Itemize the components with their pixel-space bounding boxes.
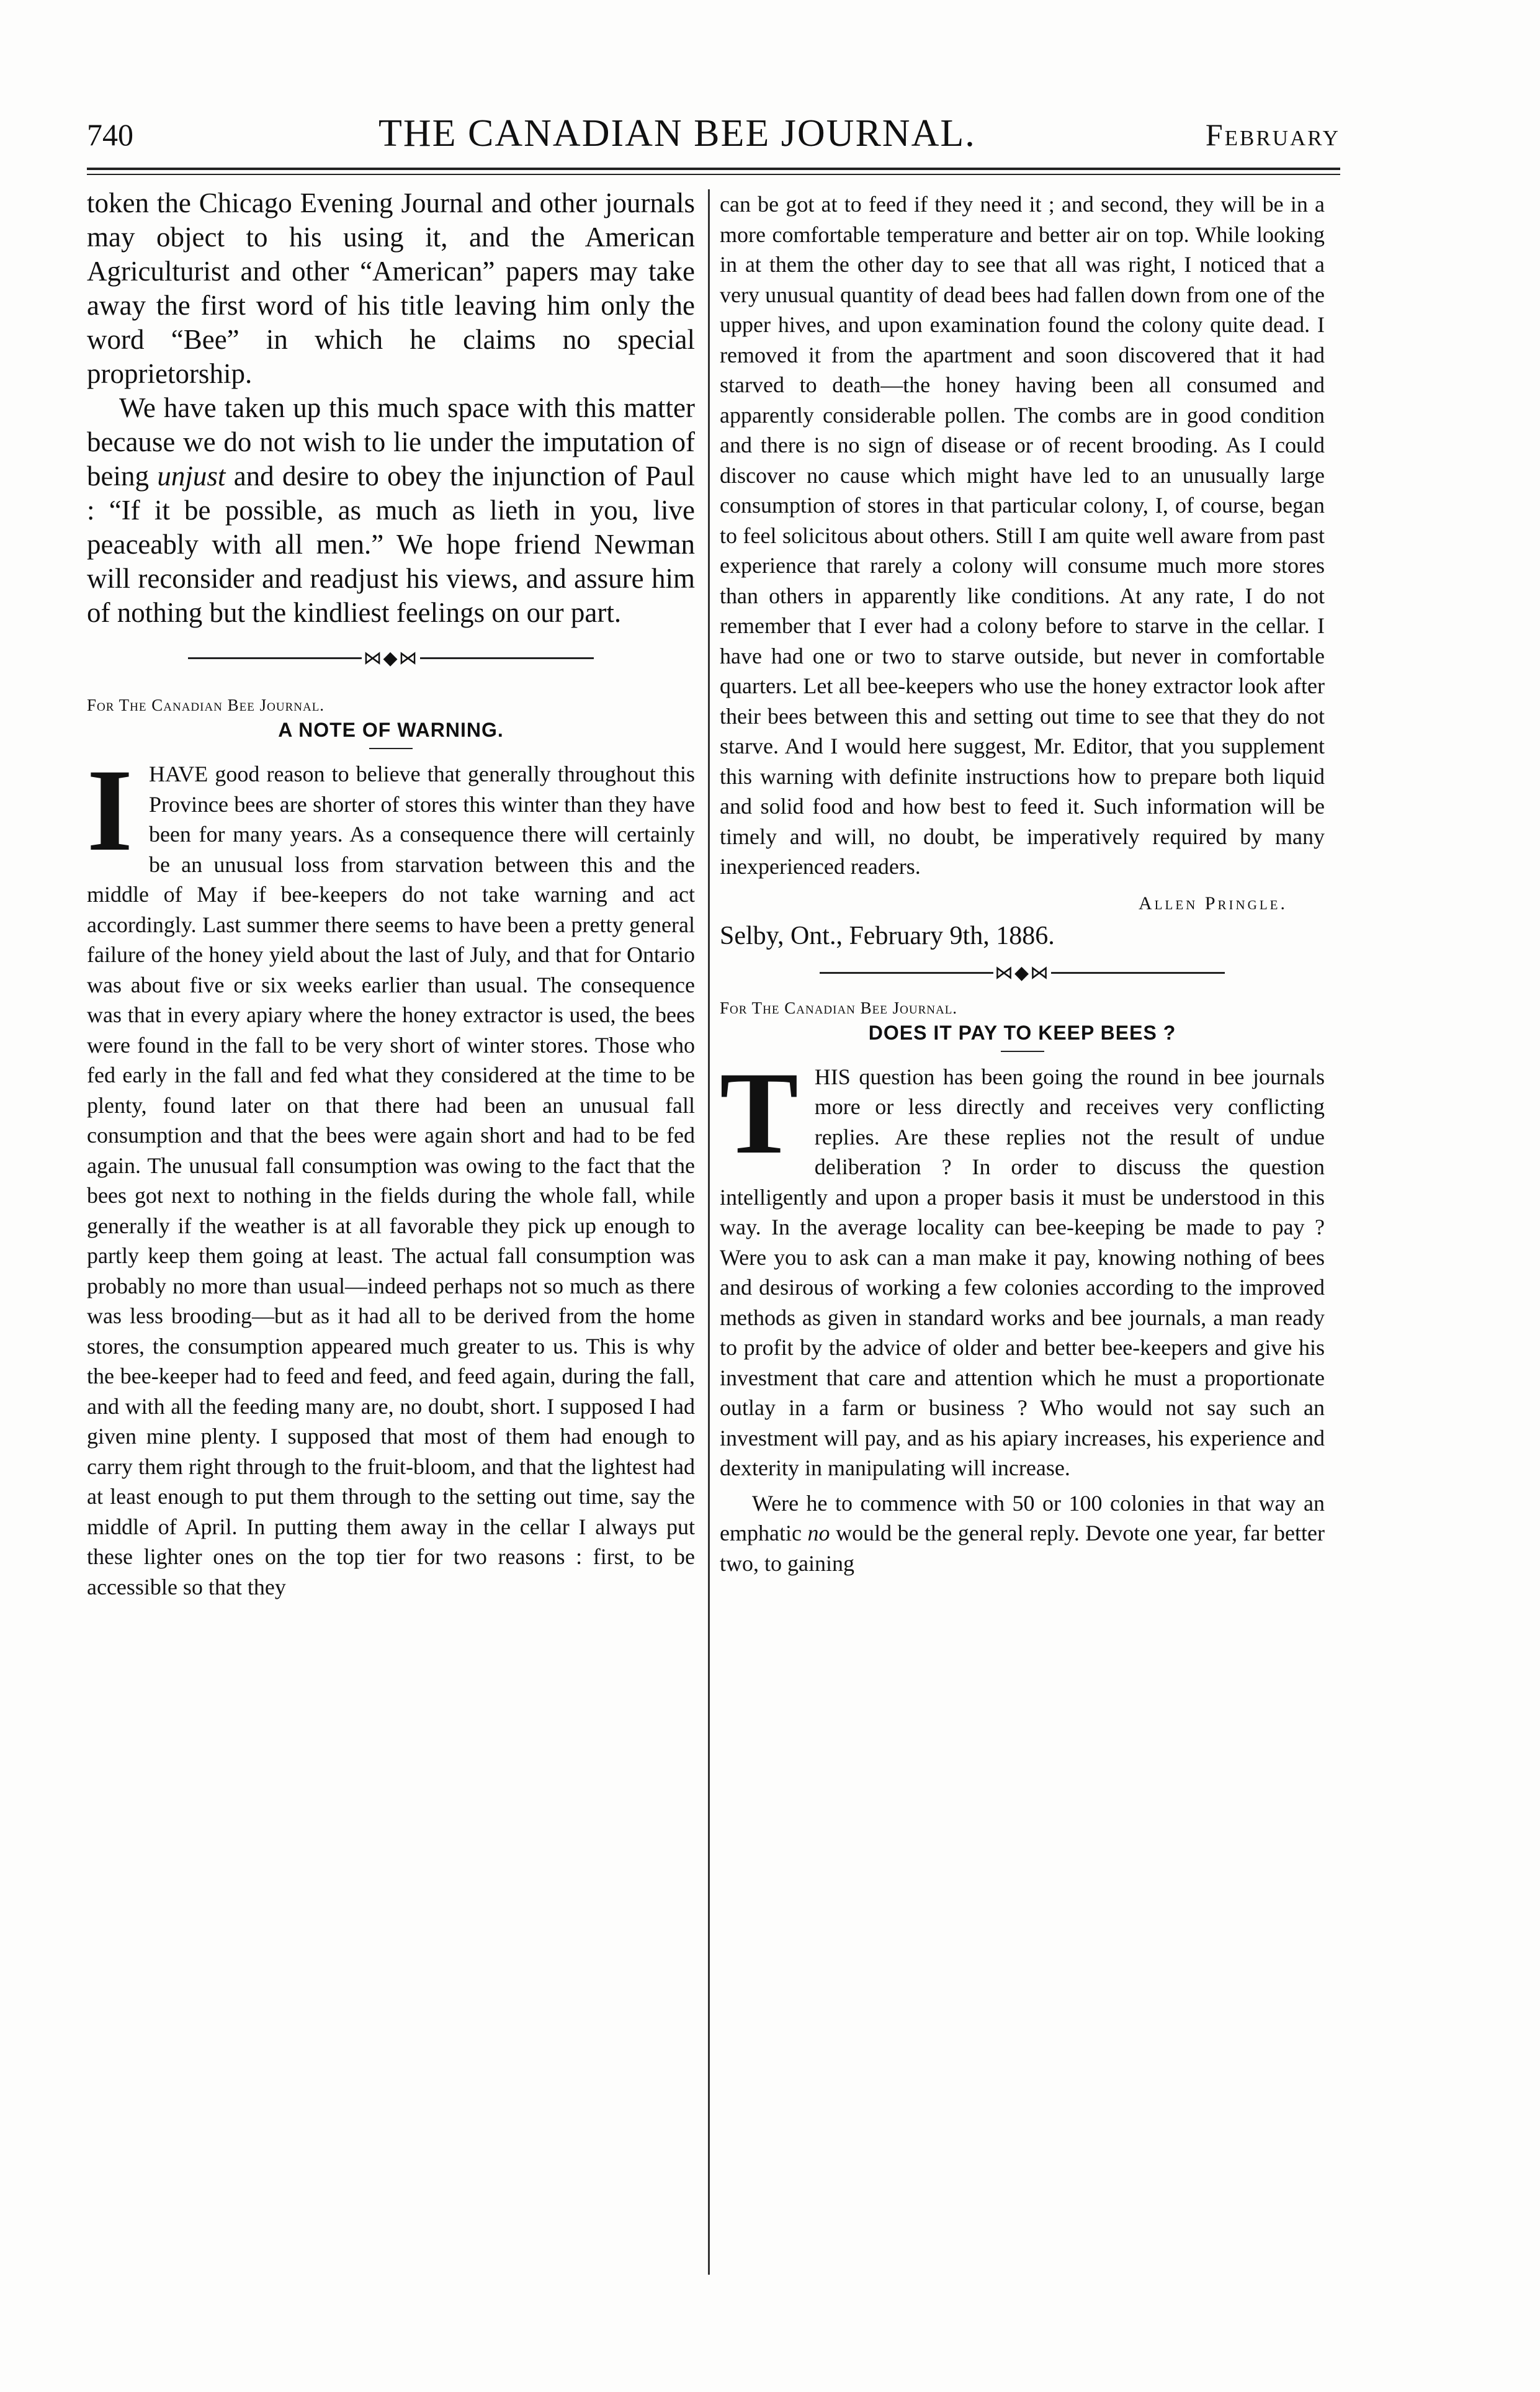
article-text-2: would be the general reply. Devote one year, far better two, to gaining [720, 1521, 1325, 1576]
ornament-rule-left [188, 657, 362, 659]
continued-article-text: can be got at to feed if they need it ; and second, they will be in a more comfortable temperature and better air on top. While looking in at them the other day to see that all was right, I noticed that a very unusual quantity of dead bees had fallen down from one of the upper hives, and upon examination found the colony quite dead. I removed it from the apartment and soon discovered that it had starved to death—the honey having been all consumed and apparently considerable pollen. The combs are in good condition and there is no sign of disease or of recent brooding. As I could discover no cause which might have led to an unusually large consumption of stores in that particular colony, I, of course, began to feel solicitous about others. Still I am quite well aware from past experience that rarely a colony will consume much more stores than others in apparently like conditions. At any rate, I do not remember that I ever had a colony before to starve in the cellar. I have had one or two to starve outside, but never in comfortable quarters. Let all bee-keepers who use the honey extractor look after their bees between this and setting out time to see that they do not starve. And I would here suggest, Mr. Editor, that you supplement this warning with definite instructions how to prepare both liquid and solid food and how best to feed it. Such information will be timely and will, no doubt, be imperatively required by many inexperienced readers. [720, 192, 1325, 879]
ornament-glyph: ⋈◆⋈ [994, 963, 1050, 984]
title-rule [1001, 1051, 1044, 1052]
drop-cap: I [87, 745, 133, 876]
article-body [720, 1048, 1325, 1483]
article-title: DOES IT PAY TO KEEP BEES ? [868, 1021, 1176, 1044]
continued-paragraph: token the Chicago Evening Journal and other journals may object to his using it, and the American Agriculturist and other “American” papers may take away the first word of his title leaving him only the word “Bee” in which he claims no special proprietorship. [87, 187, 695, 389]
article-paragraph [720, 1488, 1325, 1579]
section-ornament [87, 646, 695, 677]
ornament-rule-left [820, 972, 993, 974]
drop-cap: T [720, 1048, 799, 1179]
article-text-1: Were he to commence with 50 or 100 colonies in that way an emphatic [720, 1490, 1325, 1545]
issue-month: February [1205, 117, 1340, 152]
article-body [87, 745, 695, 1602]
article-body-text: HAVE good reason to believe that generally throughout this Province bees are shorter of stores this winter than they have been for many years. As a consequence there will certainly be an unusual loss from starvation between this and the middle of May if bee-keepers do not take warning and act accordingly. Last summer there seems to have been a pretty general failure of the honey yield about the last of July, and that for Ontario was about five or six weeks earlier than usual. The consequence was that in every apiary where the honey extractor is used, the bees were found in the fall to be very short of winter stores. Those who fed early in the fall and fed what they considered at the time to be plenty, found later on that there had been an unusual fall consumption and that the bees were again short and had to be fed again. The unusual fall consumption was owing to the fact that the bees got next to nothing in the fields during the whole fall, while generally if the weather is at all favorable they pick up enough to partly keep them going at least. The actual fall consumption was probably no more than usual—indeed perhaps not so much as there was less brooding—but as it had all to be derived from the home stores, the consumption appeared much greater to us. This is why the bee-keeper had to feed and feed, and feed again, during the fall, and with all the feeding many are, no doubt, short. I supposed I had given mine plenty. I supposed that most of them had enough to carry them right through to the fruit-bloom, and that the lightest had at least enough to put them through to the setting out time, say the middle of April. In putting them away in the cellar I always put these lighter ones on the top tier for two reasons : first, to be accessible so that they [87, 762, 695, 1599]
article-source-line: For The Canadian Bee Journal. [87, 696, 325, 714]
right-column [720, 189, 1325, 1578]
place-date: Selby, Ont., February 9th, 1886. [720, 921, 1055, 950]
journal-title: THE CANADIAN BEE JOURNAL. [378, 112, 976, 155]
section-ornament [720, 961, 1325, 992]
editorial-paragraph [87, 391, 695, 630]
author-signature: Allen Pringle. [1139, 893, 1287, 914]
editorial-text-1: We have taken up this much space with this matter because we do not wish to lie under the imputation of being [87, 392, 695, 492]
ornament-rule-right [420, 657, 594, 659]
article-body-text: HIS question has been going the round in bee journals more or less directly and receives very conflicting replies. Are these replies not the result of undue deliberation ? In order to discuss the question intelligently and upon a proper basis it must be understood in this way. In the average locality can bee-keeping be made to pay ? Were you to ask can a man make it pay, knowing nothing of bees and desirous of working a few colonies according to the improved methods as given in standard works and bee journals, a man ready to profit by the advice of older and better bee-keepers and give his investment that care and attention which he must a proportionate outlay in a farm or business ? Who would not say such an investment will pay, and as his apiary increases, his experience and dexterity in manipulating will increase. [720, 1064, 1325, 1480]
editorial-emphasis: unjust [157, 461, 226, 492]
column-divider [708, 189, 710, 2275]
ornament-rule-right [1051, 972, 1225, 974]
header-rule [87, 168, 1340, 175]
ornament-glyph: ⋈◆⋈ [363, 647, 419, 668]
article-emphasis: no [807, 1521, 830, 1545]
editorial-text-2: and desire to obey the injunction of Paul : “If it be possible, as much as lieth in you, live peaceably with all men.” We hope friend Newman will reconsider and readjust his views, and assure him of nothing but the kindliest feelings on our part. [87, 461, 695, 628]
title-rule [369, 748, 413, 749]
article-title: A NOTE OF WARNING. [278, 719, 504, 741]
page-number: 740 [87, 117, 133, 152]
running-header [87, 112, 1340, 161]
left-column [87, 186, 695, 1602]
article-source-line: For The Canadian Bee Journal. [720, 998, 958, 1017]
